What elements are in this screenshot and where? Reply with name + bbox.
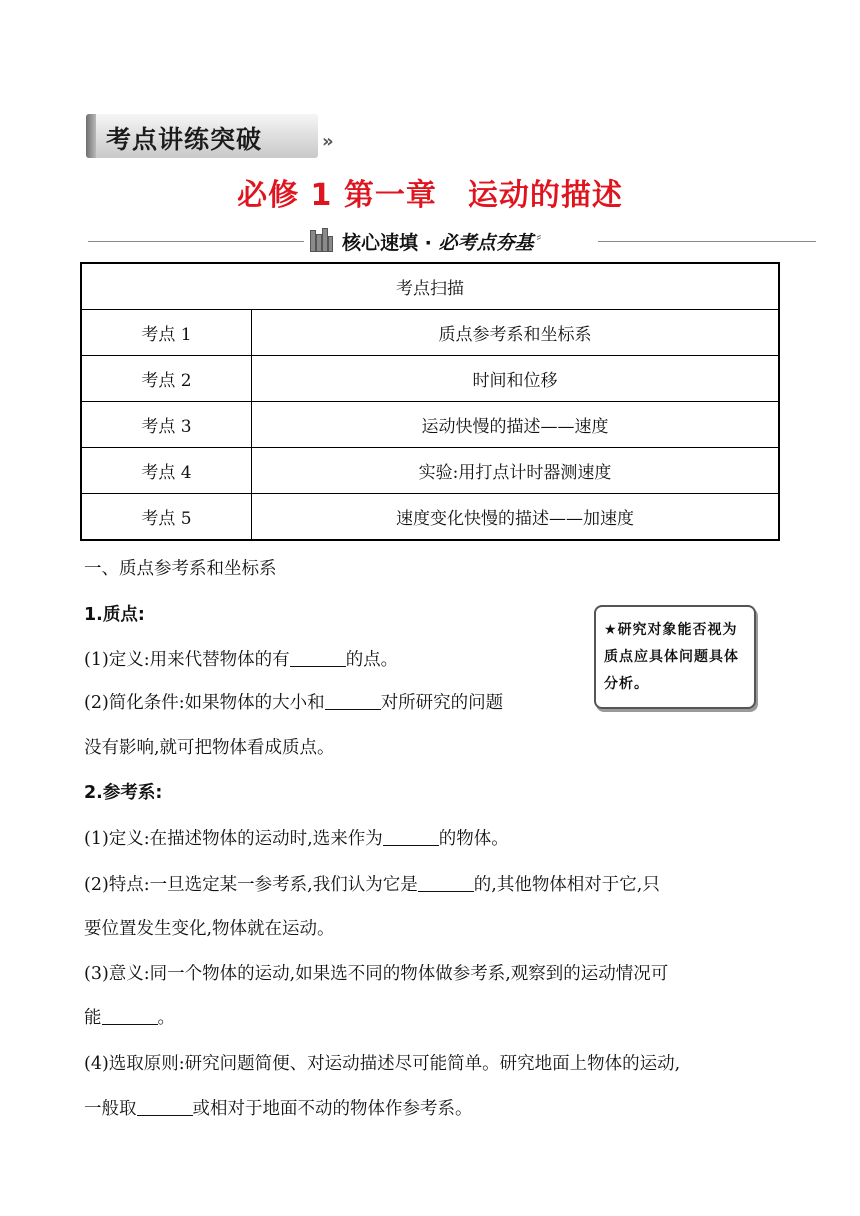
frame-feature: (2)特点:一旦选定某一参考系,我们认为它是 的,其他物体相对于它,只 [84, 875, 660, 895]
divider-left [88, 241, 304, 242]
point-id: 考点 1 [81, 310, 252, 356]
frame-meaning-cont: 能 。 [84, 1008, 175, 1028]
table-row [81, 402, 779, 448]
heading-particle: 1.质点: [84, 605, 145, 625]
point-id: 考点 3 [81, 402, 252, 448]
frame-meaning: (3)意义:同一个物体的运动,如果选不同的物体做参考系,观察到的运动情况可 [84, 964, 669, 984]
fill-blank[interactable] [383, 829, 439, 846]
sparkle-icon: ⸗ [536, 228, 542, 245]
fill-blank[interactable] [137, 1099, 193, 1116]
particle-condition: (2)简化条件:如果物体的大小和 对所研究的问题 [84, 693, 504, 713]
chapter-title: 必修 1 第一章 运动的描述 [237, 178, 623, 213]
double-chevron-icon: » [322, 131, 334, 152]
section-banner [86, 114, 334, 158]
divider-right [598, 241, 816, 242]
table-header: 考点扫描 [81, 263, 779, 310]
point-topic: 质点参考系和坐标系 [252, 310, 780, 356]
tip-note-text: ★研究对象能否视为质点应具体问题具体分析。 [604, 622, 739, 692]
point-topic: 运动快慢的描述——速度 [252, 402, 780, 448]
point-id: 考点 4 [81, 448, 252, 494]
section-label [310, 228, 541, 254]
heading-reference-frame: 2.参考系: [84, 783, 163, 803]
point-id: 考点 5 [81, 494, 252, 541]
point-id: 考点 2 [81, 356, 252, 402]
particle-condition-cont: 没有影响,就可把物体看成质点。 [84, 738, 335, 758]
frame-selection-cont: 一般取 或相对于地面不动的物体作参考系。 [84, 1099, 473, 1119]
fill-blank[interactable] [418, 875, 474, 892]
point-topic: 速度变化快慢的描述——加速度 [252, 494, 780, 541]
table-row [81, 494, 779, 541]
books-icon [310, 230, 334, 252]
fill-blank[interactable] [290, 650, 346, 667]
point-topic: 实验:用打点计时器测速度 [252, 448, 780, 494]
particle-definition: (1)定义:用来代替物体的有 的点。 [84, 650, 399, 670]
table-header-row [81, 263, 779, 310]
table-row [81, 310, 779, 356]
table-row [81, 356, 779, 402]
frame-selection: (4)选取原则:研究问题简便、对运动描述尽可能简单。研究地面上物体的运动, [84, 1054, 681, 1074]
frame-feature-cont: 要位置发生变化,物体就在运动。 [84, 919, 335, 939]
section-heading-1: 一、质点参考系和坐标系 [84, 559, 277, 579]
fill-blank[interactable] [102, 1008, 158, 1025]
table-row [81, 448, 779, 494]
fill-blank[interactable] [325, 693, 381, 710]
section-label-text: 核心速填 · 必考点夯基 [342, 231, 534, 254]
banner-title: 考点讲练突破 [106, 125, 263, 154]
frame-definition: (1)定义:在描述物体的运动时,选来作为 的物体。 [84, 829, 509, 849]
star-icon: ★ [604, 622, 618, 638]
tip-note-box [594, 605, 756, 709]
banner-edge-decoration [86, 114, 96, 158]
exam-points-table [80, 262, 780, 541]
point-topic: 时间和位移 [252, 356, 780, 402]
